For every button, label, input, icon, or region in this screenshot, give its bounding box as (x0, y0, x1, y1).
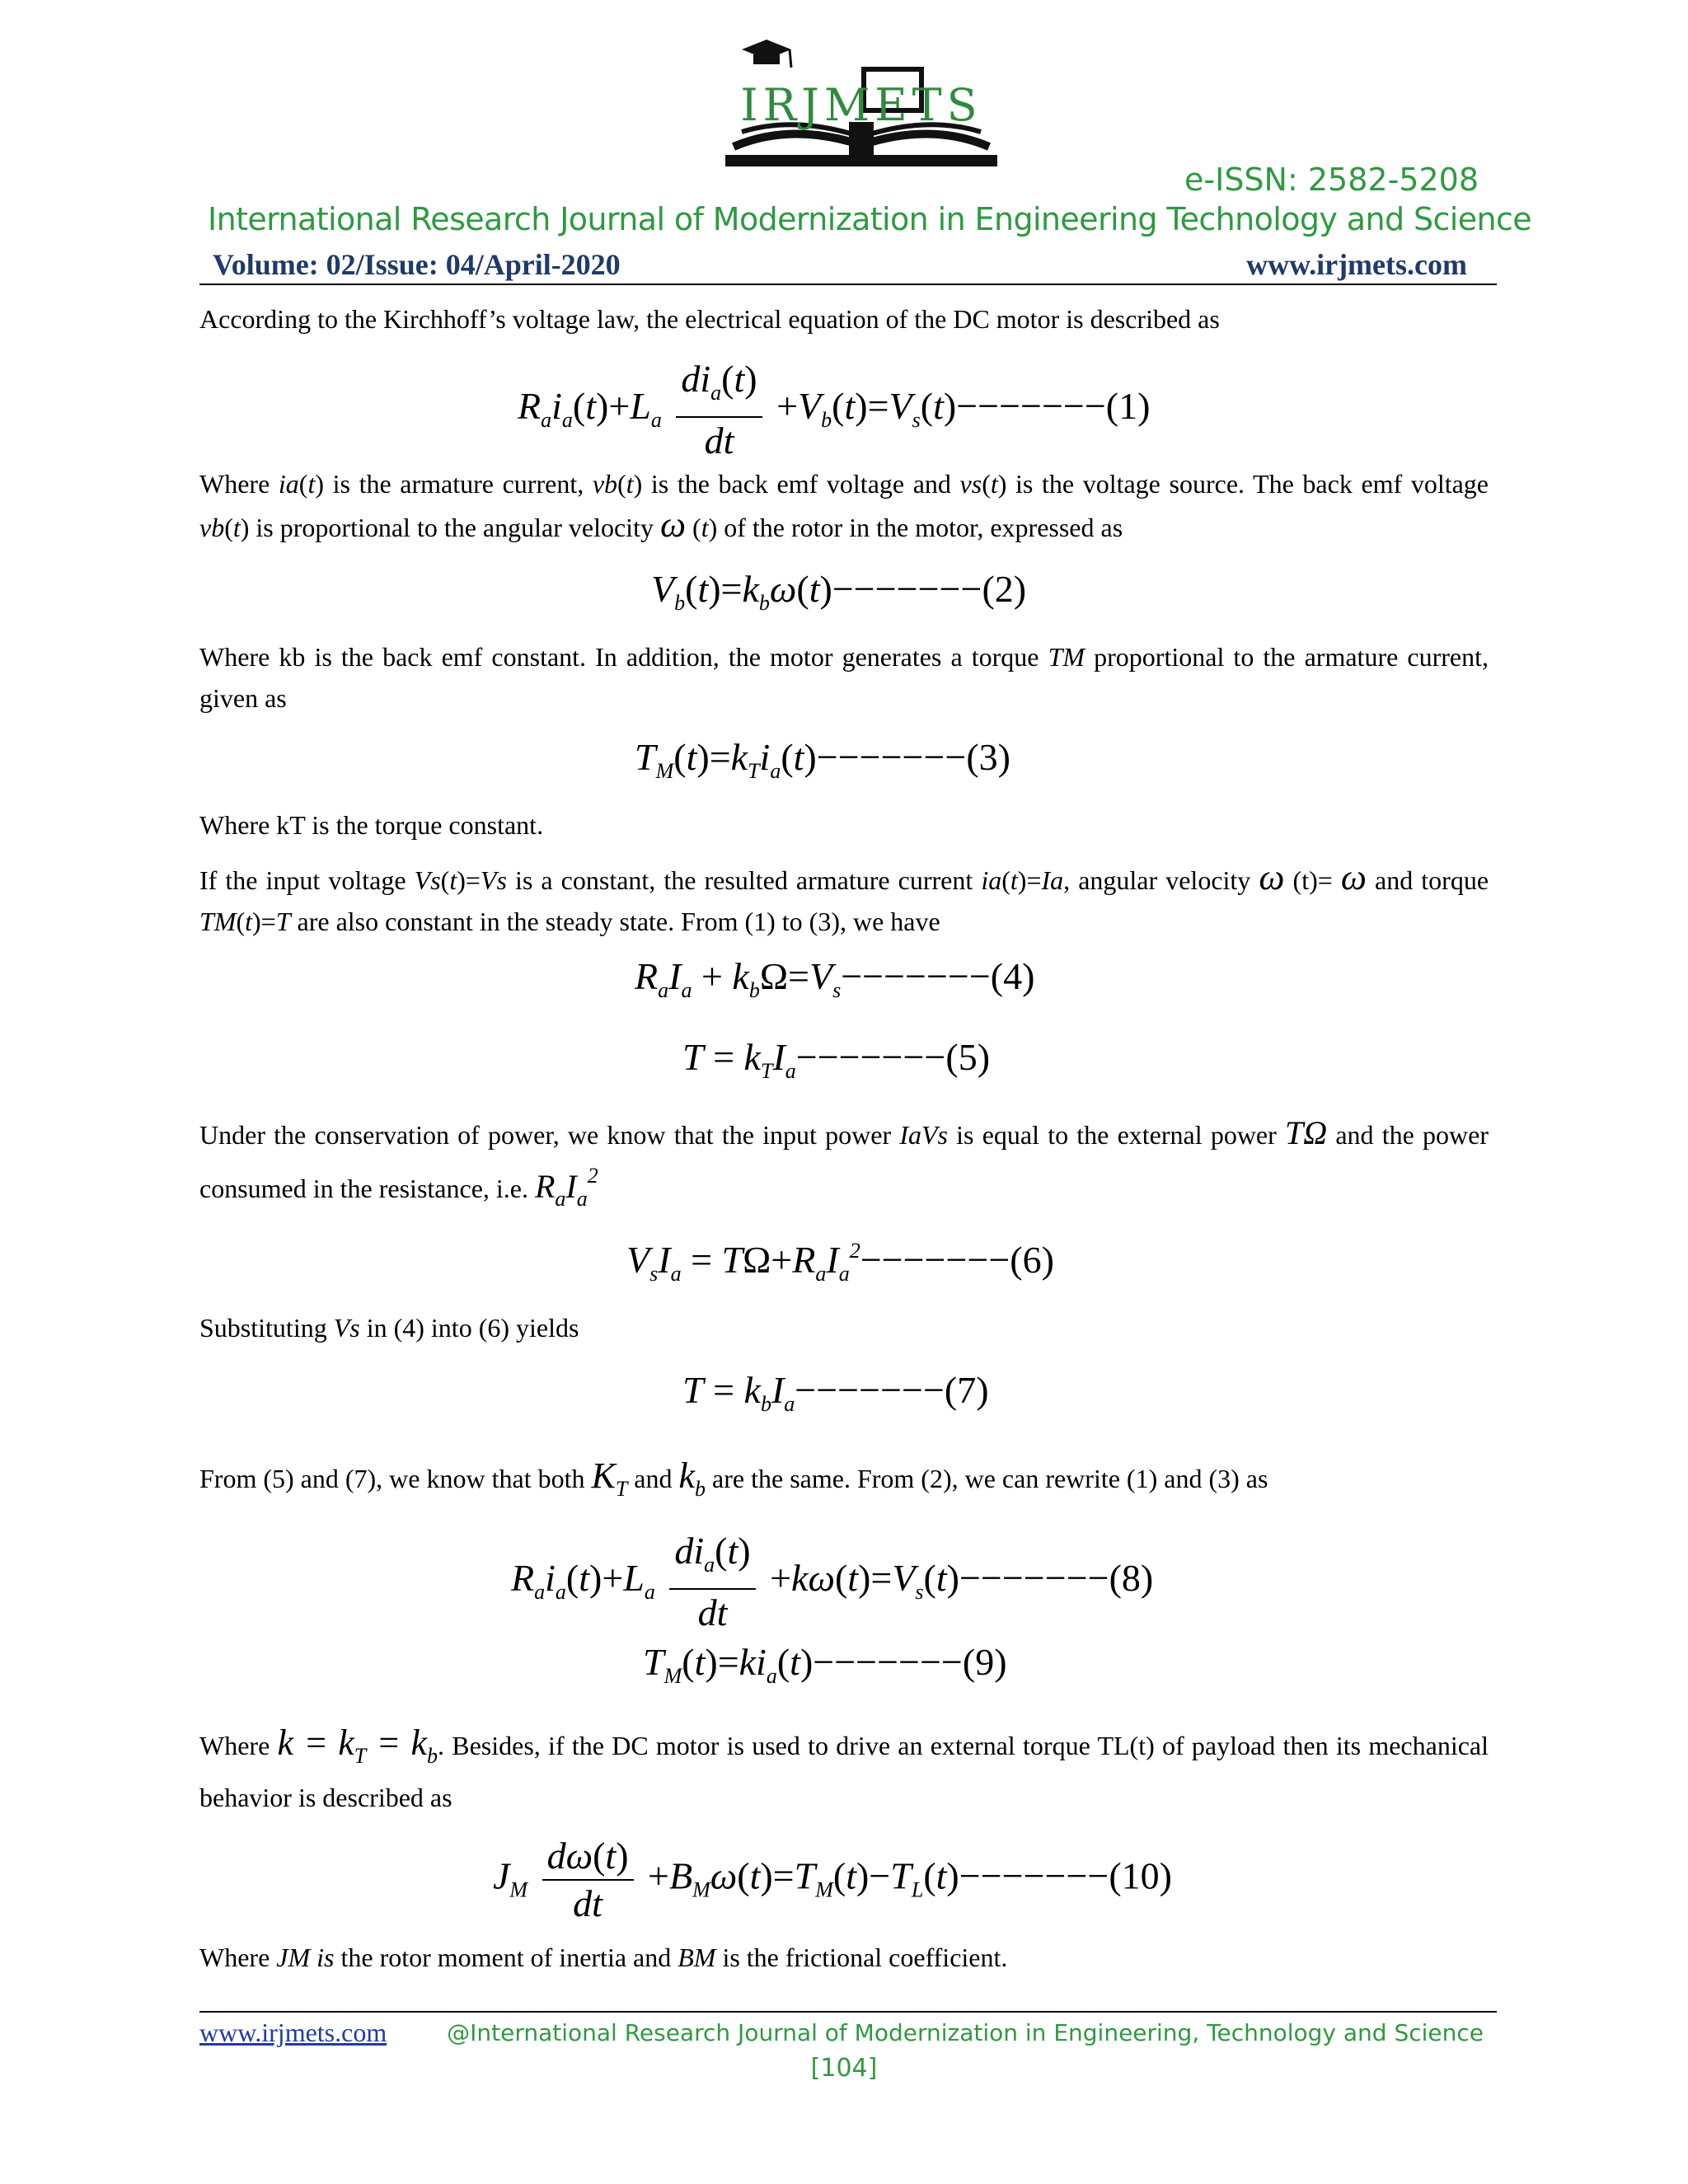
equation-number: (4) (990, 955, 1035, 997)
footer-website-link[interactable]: www.irjmets.com (199, 2018, 387, 2047)
paragraph-4: Where kT is the torque constant. (199, 810, 544, 840)
paragraph-2: Where ia(t) is the armature current, vb(t) is the back emf voltage and vs(t) is the voltage source. The back emf voltage vb(t) is proportional to the angular velocity ω (t) of the rotor in the motor, expressed as (199, 469, 1489, 545)
issn: e-ISSN: 2582-5208 (1184, 162, 1479, 198)
equation-2: $V_b(t)=k_b\omega(t)-------(2)$ (651, 568, 1027, 615)
equation-number: (2) (982, 568, 1027, 610)
page-number: [104] (810, 2054, 878, 2083)
paragraph-10: Where JM is the rotor moment of inertia and BM is the frictional coefficient. (199, 1943, 1008, 1972)
logo-text: IRJMETS (740, 79, 982, 131)
equation-number: (7) (944, 1369, 989, 1411)
equation-10: $J_M$ $\frac{d\omega(t)}{dt}$ $+B_M\omega(t)=T_M(t)-T_L(t)-------(10)$ (493, 1835, 1172, 1924)
equation-5: $T = k_TI_a-------(5)$ (682, 1036, 991, 1083)
paragraph-7: Substituting Vs in (4) into (6) yields (199, 1313, 579, 1343)
paragraph-3: Where kb is the back emf constant. In addition, the motor generates a torque TM proportional to the armature current, given as (199, 642, 1489, 713)
equation-number: (3) (966, 736, 1010, 778)
equation-1: $R_ai_a(t)+L_a$ $\frac{di_a(t)}{dt}$ $+V_b(t)=V_s(t)-------(1)$ (518, 358, 1151, 462)
equation-number: (1) (1105, 385, 1151, 428)
journal-logo (717, 40, 1006, 180)
paragraph-6: Under the conservation of power, we know that the input power IaVs is equal to the external power TΩ and the power consumed in the resistance, i.e. $R_aI_a^2$ (199, 1114, 1489, 1211)
equation-number: (6) (1010, 1239, 1054, 1281)
journal-title: International Research Journal of Modernization in Engineering Technology and Science (208, 201, 1532, 237)
equation-9: $T_M(t)=ki_a(t)-------(9)$ (643, 1641, 1007, 1688)
equation-8: $R_ai_a(t)+L_a$ $\frac{di_a(t)}{dt}$ $+k\omega(t)=V_s(t)-------(8)$ (511, 1530, 1154, 1633)
paragraph-5: If the input voltage Vs(t)=Vs is a constant, the resulted armature current ia(t)=Ia, angular velocity ω (t)= ω and torque TM(t)=T are also constant in the steady state. From (1) to (3), we have (199, 857, 1489, 936)
equation-number: (10) (1109, 1854, 1172, 1897)
equation-number: (9) (962, 1641, 1007, 1683)
equation-number: (5) (945, 1036, 991, 1078)
equation-4: $R_aI_a + k_b\Omega=V_s-------(4)$ (635, 955, 1035, 1002)
equation-6: $V_sI_a = T\Omega+R_aI_a^2-------(6)$ (626, 1239, 1054, 1286)
header-website-link[interactable]: www.irjmets.com (1246, 248, 1467, 281)
equation-7: $T = k_bI_a-------(7)$ (682, 1369, 989, 1416)
footer-copyright: @International Research Journal of Modernization in Engineering, Technology and Science (447, 2019, 1484, 2046)
equation-number: (8) (1109, 1557, 1154, 1600)
footer-divider (199, 2011, 1497, 2013)
paragraph-1: According to the Kirchhoff’s voltage law, the electrical equation of the DC motor is described as (199, 304, 1220, 334)
equation-3: $T_M(t)=k_Ti_a(t)-------(3)$ (635, 736, 1010, 783)
header-divider (199, 284, 1497, 285)
volume-issue: Volume: 02/Issue: 04/April-2020 (213, 248, 621, 281)
paragraph-8: From (5) and (7), we know that both $K_T$ and $k_b$ are the same. From (2), we can rewrite (1) and (3) as (199, 1455, 1268, 1501)
paragraph-9: Where $k = k_T = k_b$. Besides, if the DC motor is used to drive an external torque TL(t) of payload then its mechanical behavior is described as (199, 1722, 1489, 1812)
